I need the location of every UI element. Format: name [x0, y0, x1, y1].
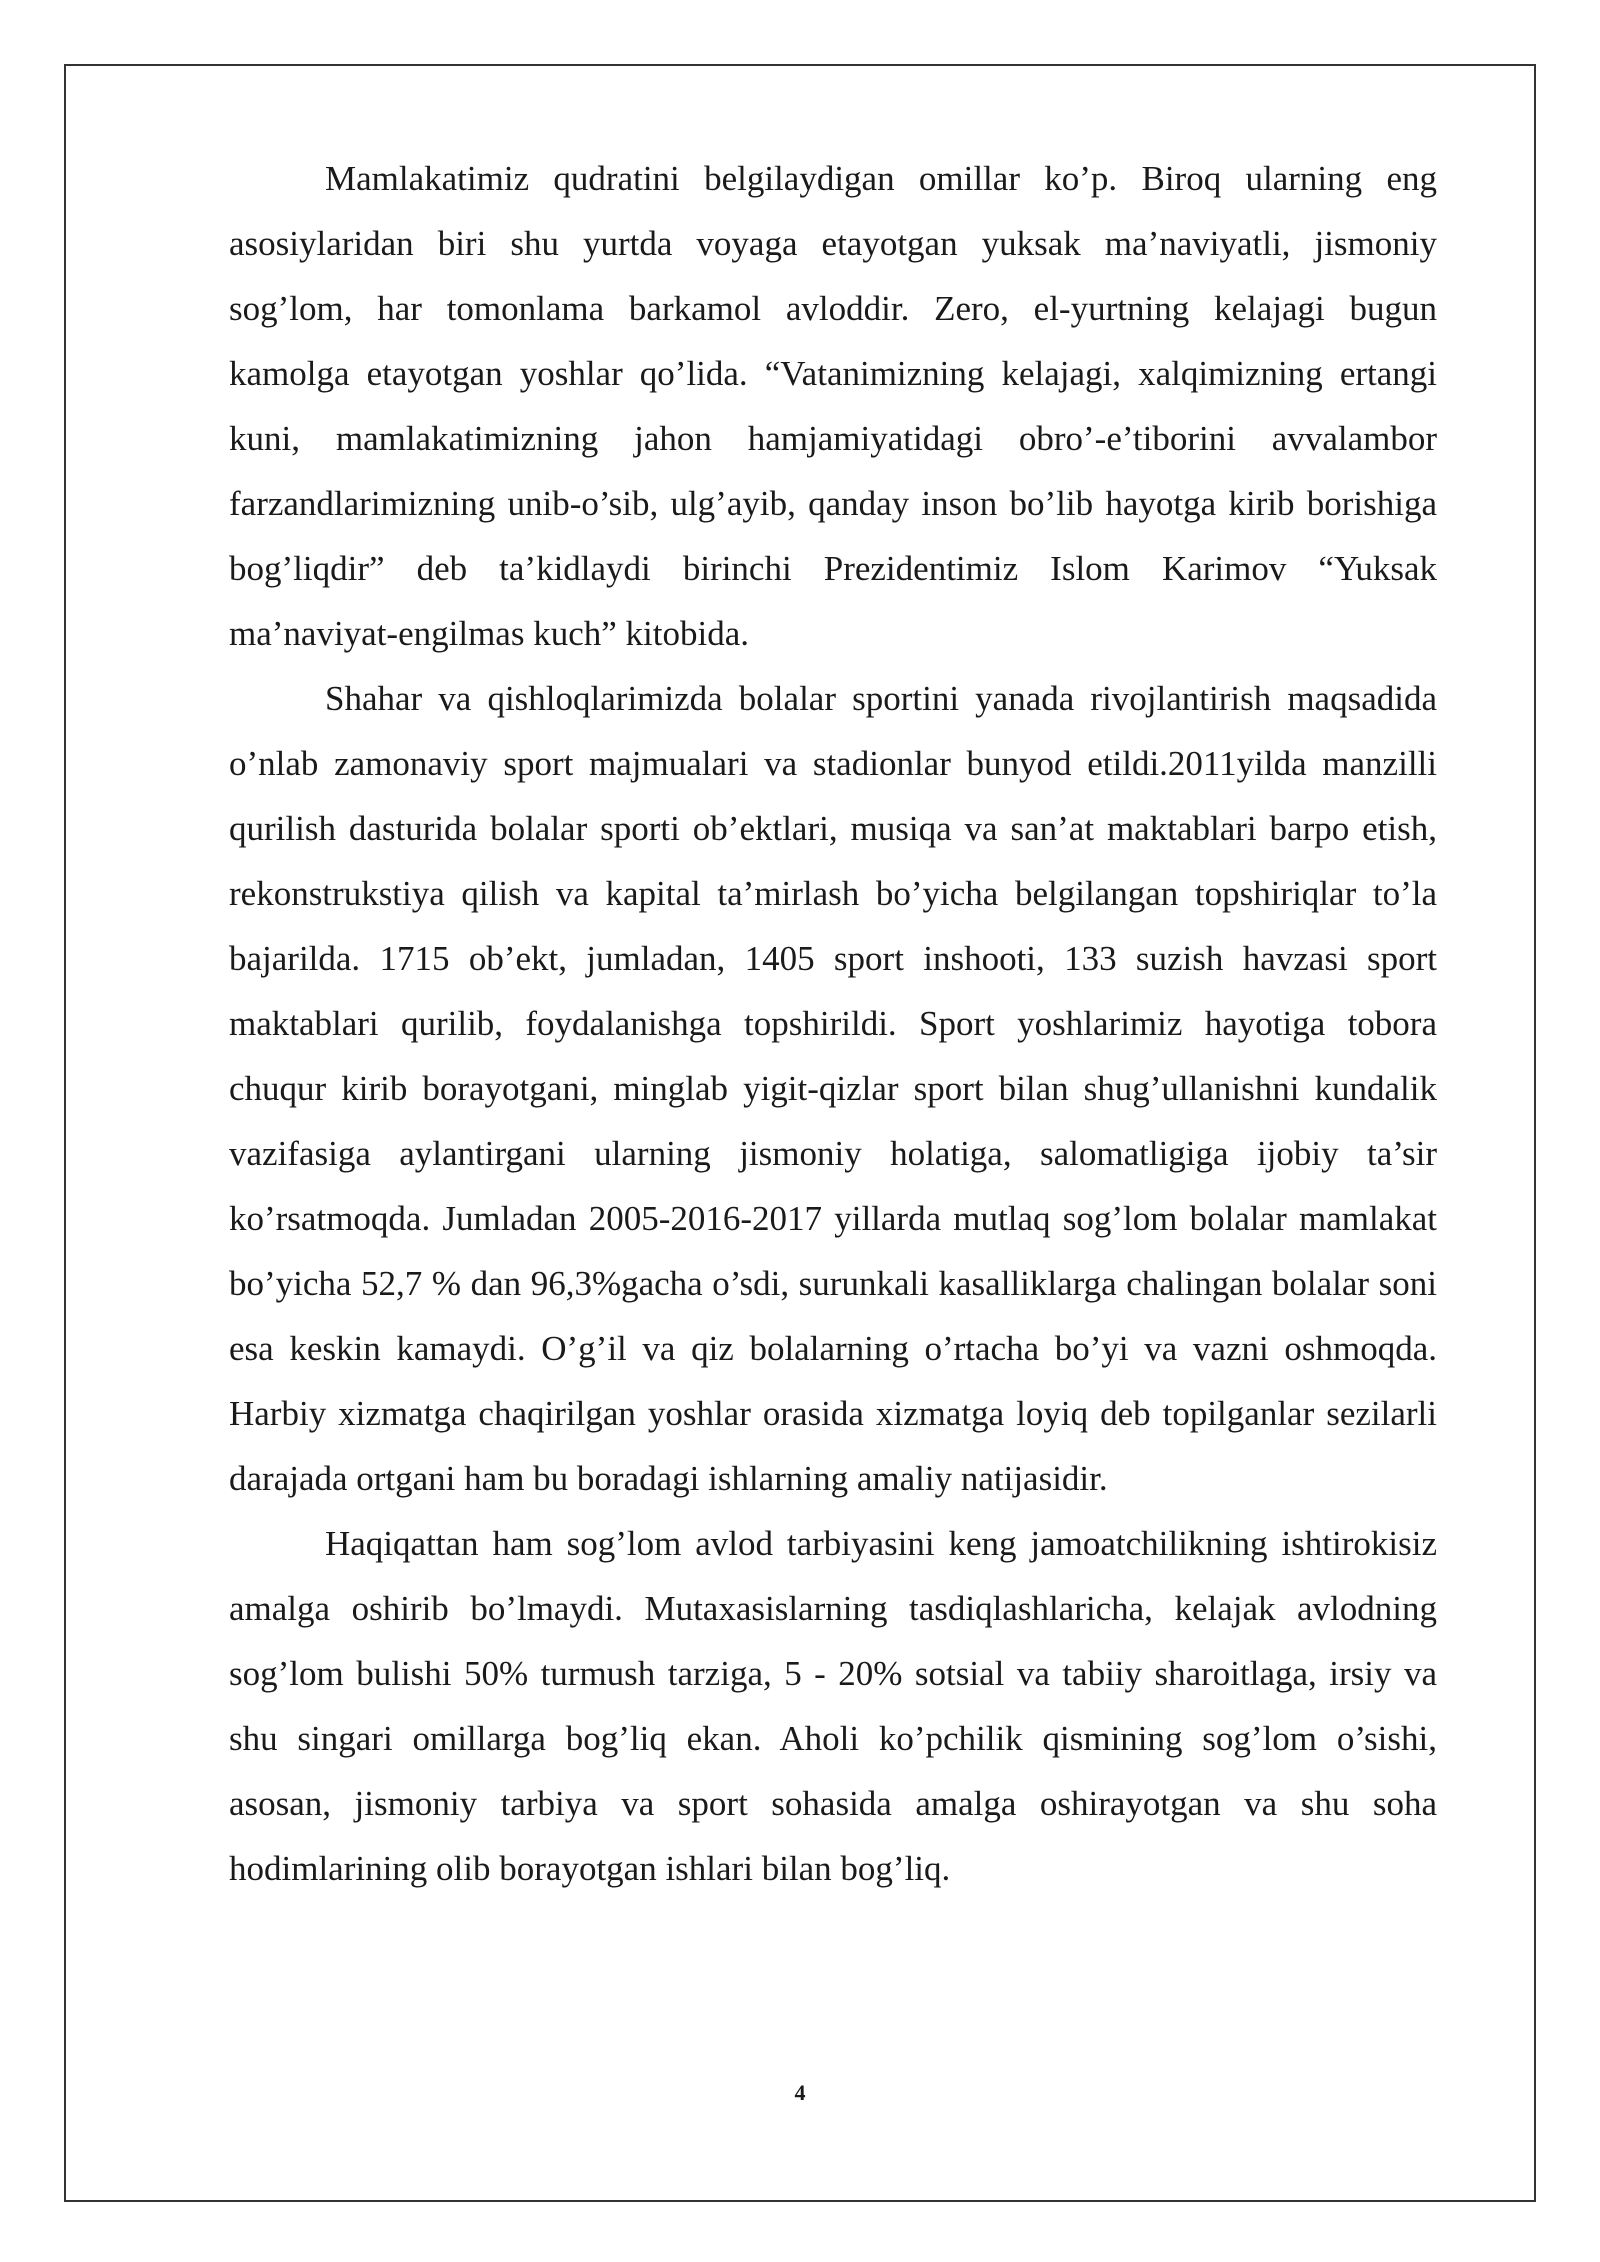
paragraph-3: Haqiqattan ham sog’lom avlod tarbiyasini keng jamoatchilikning ishtirokisiz amalga oshirib bo’lmaydi. Mutaxasislarning tasdiqlashlaricha, kelajak avlodning sog’lom bulishi 50% turmush tarziga, 5 - 20% sotsial va tabiiy sharoitlaga, irsiy va shu singari omillarga bog’liq ekan. Aholi ko’pchilik qismining sog’lom o’sishi, asosan, jismoniy tarbiya va sport sohasida amalga oshirayotgan va shu soha hodimlarining olib borayotgan ishlari bilan bog’liq.: [229, 1524, 1437, 1888]
page-number: 4: [794, 2080, 806, 2105]
paragraph-1: Mamlakatimiz qudratini belgilaydigan omillar ko’p. Biroq ularning eng asosiylaridan biri shu yurtda voyaga etayotgan yuksak ma’naviyatli, jismoniy sog’lom, har tomonlama barkamol avloddir. Zero, el-yurtning kelajagi bugun kamolga etayotgan yoshlar qo’lida. “Vatanimizning kelajagi, xalqimizning ertangi kuni, mamlakatimizning jahon hamjamiyatidagi obro’-e’tiborini avvalambor farzandlarimizning unib-o’sib, ulg’ayib, qanday inson bo’lib hayotga kirib borishiga bog’liqdir” deb ta’kidlaydi birinchi Prezidentimiz Islom Karimov “Yuksak ma’naviyat-engilmas kuch” kitobida.: [229, 159, 1437, 653]
document-body: [229, 146, 1437, 1901]
paragraph-2: Shahar va qishloqlarimizda bolalar sportini yanada rivojlantirish maqsadida o’nlab zamonaviy sport majmualari va stadionlar bunyod etildi.2011yilda manzilli qurilish dasturida bolalar sporti ob’ektlari, musiqa va san’at maktablari barpo etish, rekonstrukstiya qilish va kapital ta’mirlash bo’yicha belgilangan topshiriqlar to’la bajarilda. 1715 ob’ekt, jumladan, 1405 sport inshooti, 133 suzish havzasi sport maktablari qurilib, foydalanishga topshirildi. Sport yoshlarimiz hayotiga tobora chuqur kirib borayotgani, minglab yigit-qizlar sport bilan shug’ullanishni kundalik vazifasiga aylantirgani ularning jismoniy holatiga, salomatligiga ijobiy ta’sir ko’rsatmoqda. Jumladan 2005-2016-2017 yillarda mutlaq sog’lom bolalar mamlakat bo’yicha 52,7 % dan 96,3%gacha o’sdi, surunkali kasalliklarga chalingan bolalar soni esa keskin kamaydi. O’g’il va qiz bolalarning o’rtacha bo’yi va vazni oshmoqda. Harbiy xizmatga chaqirilgan yoshlar orasida xizmatga loyiq deb topilganlar sezilarli darajada ortgani ham bu boradagi ishlarning amaliy natijasidir.: [229, 679, 1437, 1498]
